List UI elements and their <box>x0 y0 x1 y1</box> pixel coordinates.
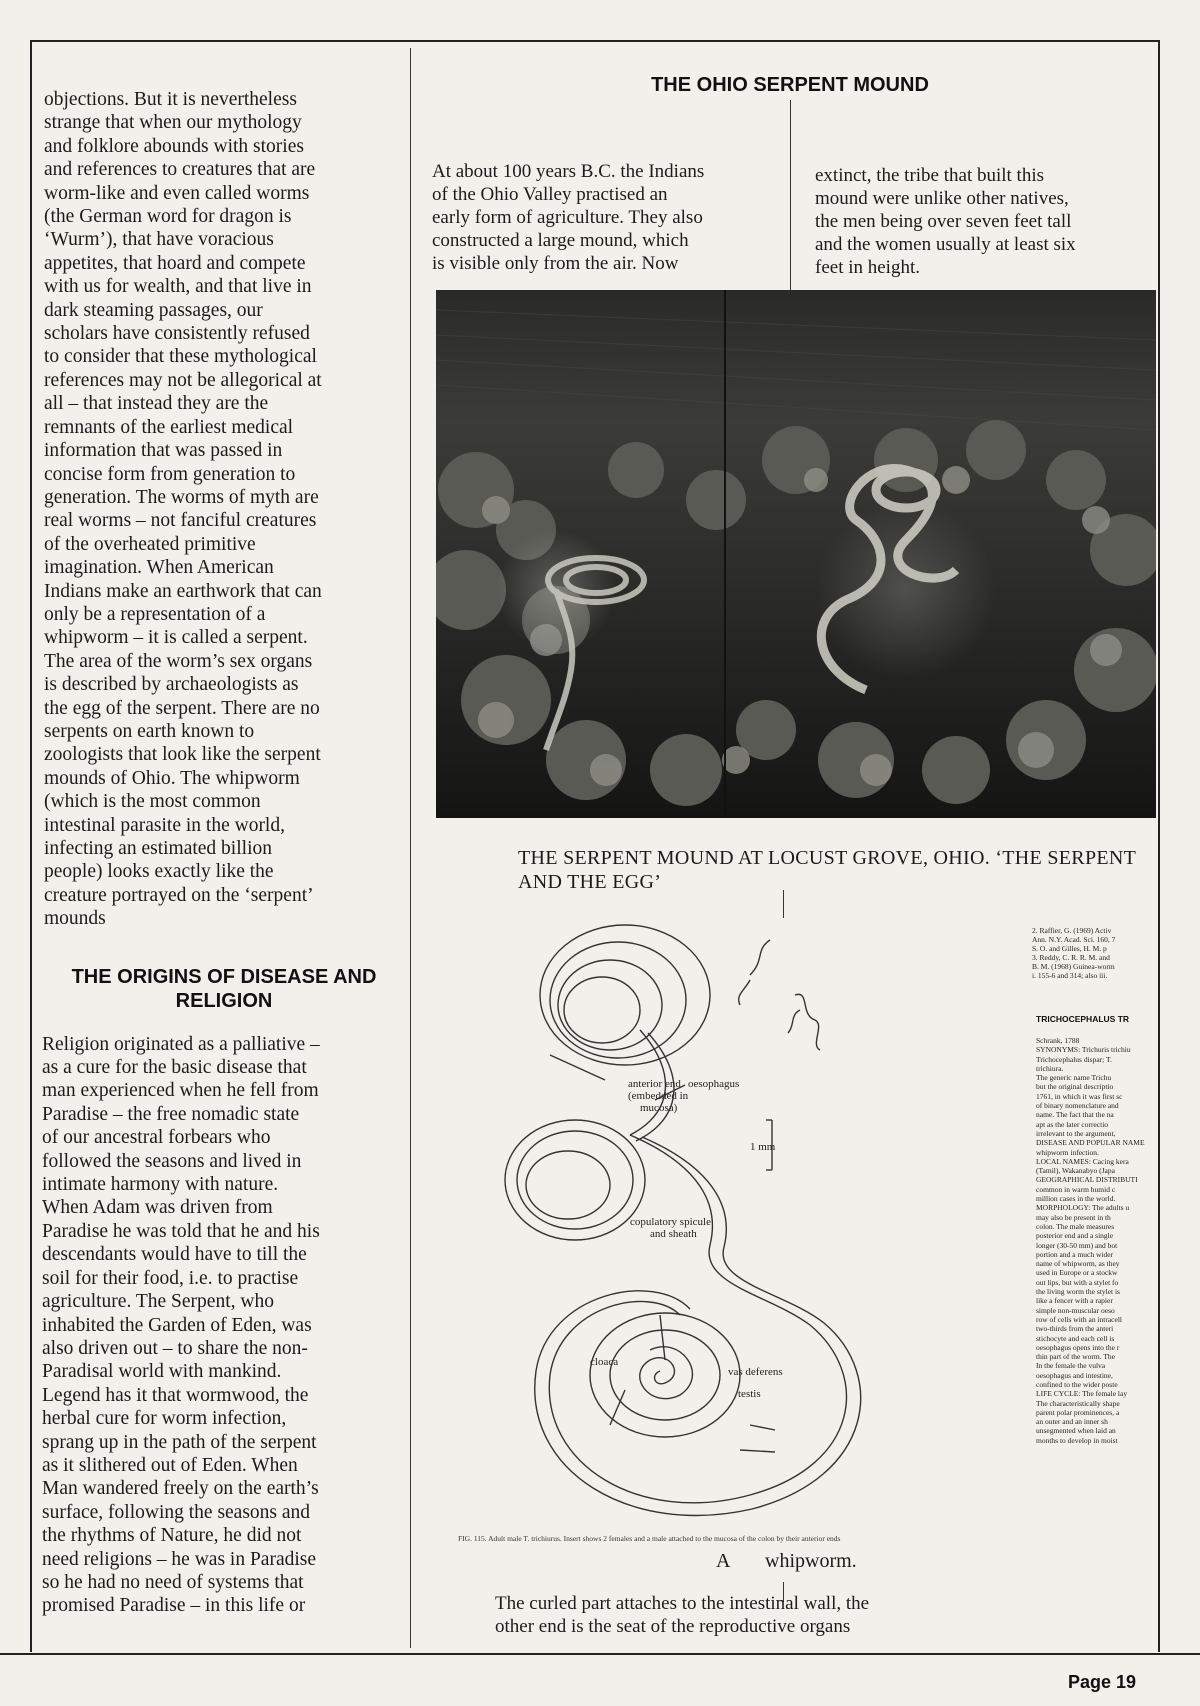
article-body-part-1: objections. But it is nevertheless strange that when our mythology and folklore abounds with stories and references to creatures that are worm-like and even called worms (the German word for dragon is ‘Wurm’), that have voracious appetites, that hoard and compete with us for wealth, and that live in dark steaming passages, our scholars have consistently refused to consider that these mythological references may not be allegorical at all – that instead they are the remnants of the earliest medical information that was passed in concise form from generation to generation. The worms of myth are real worms – not fanciful creatures of the overheated primitive imagination. When American Indians make an earthwork that can only be a representation of a whipworm – it is called a serpent. The area of the worm’s sex organs is described by archaeologists as the egg of the serpent. There are no serpents on earth known to zoologists that look like the serpent mounds of Ohio. The whipworm (which is the most common intestinal parasite in the world, infecting an estimated billion people) looks exactly like the creature portrayed on the ‘serpent’ mounds <box>44 89 322 930</box>
left-column <box>44 88 404 1618</box>
label-vas-deferens: vas deferens <box>728 1366 783 1378</box>
whipworm-label: whipworm. <box>765 1550 857 1572</box>
subheading-origins: THE ORIGINS OF DISEASE AND RELIGION <box>71 965 377 1012</box>
label-oesophagus: oesophagus <box>688 1078 740 1090</box>
reference-heading: TRICHOCEPHALUS TR <box>1036 1014 1130 1024</box>
whipworm-diagram <box>450 905 1020 1550</box>
label-spicule: copulatory spicule <box>630 1216 711 1228</box>
serpent-mound-aerial-photo <box>436 290 1156 818</box>
reference-body: Schrank, 1788 SYNONYMS: Trichuris trichiu Trichocephalus dispar; T. trichiura. The generic name Trichu but the original descriptio 1761, in which it was first sc of binary nomenclature and name. The fact that the na apt as the later correctio irrelevant to the argument, DISEASE AND POPULAR NAME whipworm infection. LOCAL NAMES: Cacing kera (Tamil), Wakanabyo (Japa GEOGRAPHICAL DISTRIBUTI common in warm humid c million cases in the world. MORPHOLOGY: The adults u may also be present in th colon. The male measures posterior end and a single longer (30-50 mm) and bot portion and a much wider name of whipworm, as they used in Europe or a stockw out lips, but with a stylet fo the living worm the stylet is like a fencer with a rapier simple non-muscular oeso row of cells with an intracell two-thirds from the anteri stichocyte and each cell is oesophagus opens into the r thin part of the worm. The In the female the vulva oesophagus and intestine, confined to the wider poste LIFE CYCLE: The female lay The characteristically shape parent polar prominences, a an outer and an inner sh unsegmented when laid an months to develop in moist <box>1036 1036 1145 1445</box>
intro-text-left: At about 100 years B.C. the Indians of the Ohio Valley practised an early form of agriculture. They also constructed a large mound, which is visible only from the air. Now <box>432 161 705 274</box>
column-divider <box>410 48 411 1648</box>
label-scale: 1 mm <box>750 1141 776 1153</box>
whipworm-label-a: A <box>716 1550 731 1572</box>
label-embedded-in: (embedded in <box>628 1090 689 1102</box>
label-testis: testis <box>738 1388 761 1400</box>
page-number: Page 19 <box>1068 1672 1137 1692</box>
label-sheath: and sheath <box>650 1228 697 1240</box>
article-body-part-2: Religion originated as a palliative – as a cure for the basic disease that man experienced when he fell from Paradise – the free nomadic state of our ancestral forbears who followed the seasons and lived in intimate harmony with nature. When Adam was driven from Paradise he was told that he and his descendants would have to till the soil for their food, i.e. to practise agriculture. The Serpent, who inhabited the Garden of Eden, was also driven out – to share the non- Paradisal world with mankind. Legend has it that wormwood, the herbal cure for worm infection, sprang up in the path of the serpent as it slithered out of Eden. When Man wandered freely on the earth’s surface, following the seasons and the rhythms of Nature, he did not need religions – he was in Paradise so he had no need of systems that promised Paradise – in this life or <box>42 1033 320 1617</box>
label-cloaca: cloaca <box>590 1356 619 1368</box>
photo-caption: THE SERPENT MOUND AT LOCUST GROVE, OHIO. ‘THE SERPENT AND THE EGG’ <box>518 847 1136 893</box>
label-mucosa: mucosa) <box>640 1102 678 1114</box>
frame-right <box>1158 40 1160 1652</box>
frame-bottom <box>0 1653 1200 1655</box>
reference-list: 2. Raffier, G. (1969) Activ Ann. N.Y. Acad. Sci. 160, 7 S. O. and Gilles, H. M. p 3. Reddy, C. R. R. M. and B. M. (1968) Guinea-worm i. 155-6 and 314; also iii. <box>1032 926 1116 980</box>
section-title: THE OHIO SERPENT MOUND <box>651 74 929 96</box>
intro-text-right: extinct, the tribe that built this mound were unlike other natives, the men being over seven feet tall and the women usually at least six feet in height. <box>815 165 1076 278</box>
figure-caption: FIG. 115. Adult male T. trichiurus. Insert shows 2 females and a male attached to the mucosa of the colon by their anterior ends <box>458 1534 841 1543</box>
label-anterior-end: anterior end <box>628 1078 681 1090</box>
center-rule <box>790 100 791 290</box>
whipworm-caption: The curled part attaches to the intestinal wall, the other end is the seat of the reproductive organs <box>495 1593 870 1637</box>
frame-top <box>30 40 1160 42</box>
frame-left <box>30 40 32 1652</box>
